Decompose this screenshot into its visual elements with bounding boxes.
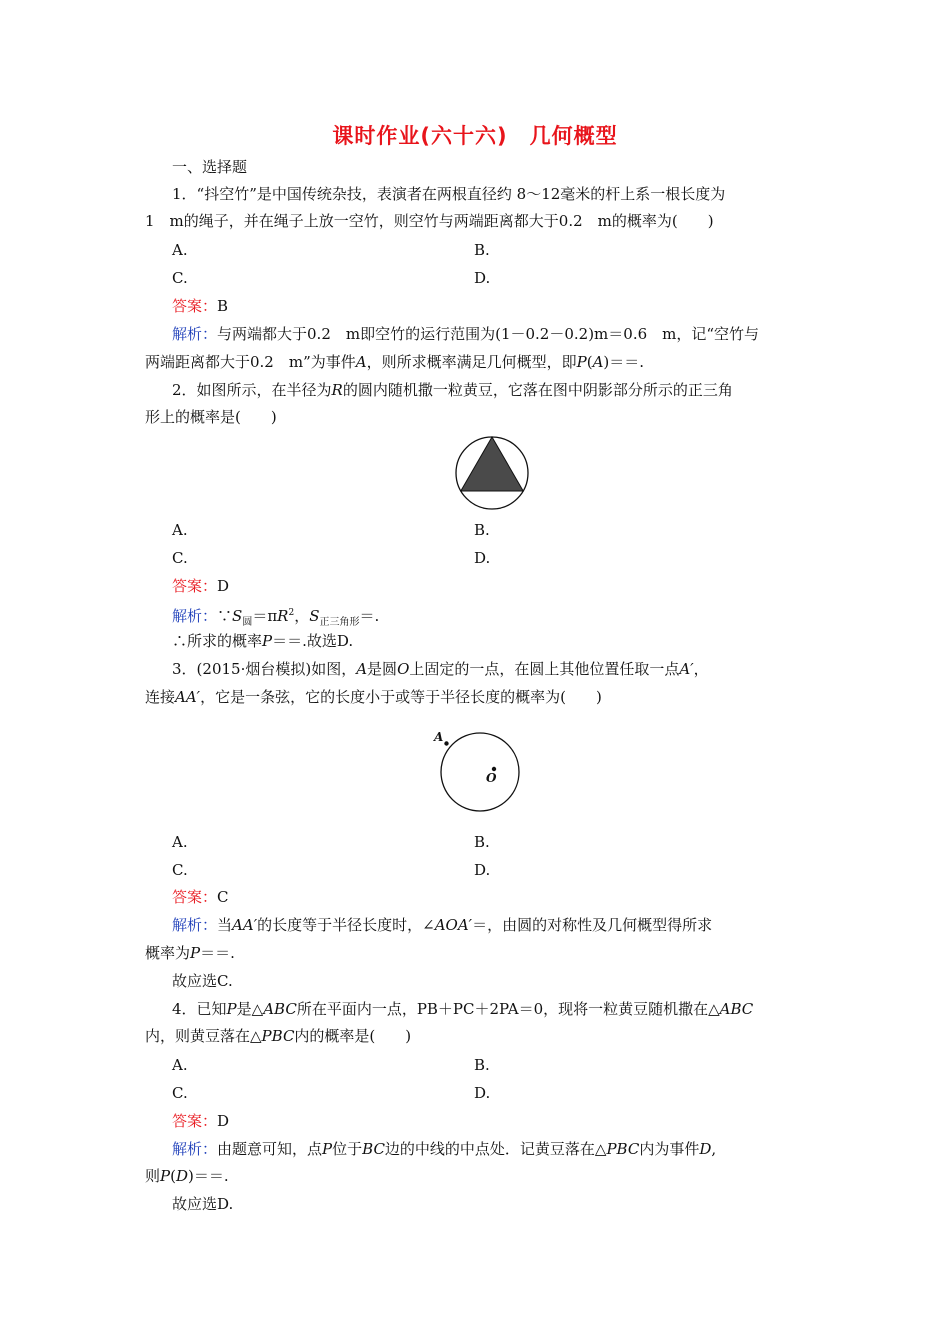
q4-answer (172, 1111, 229, 1131)
q4-option-a: A. (172, 1056, 188, 1074)
q2-line1-a: 2．如图所示，在半径为 (172, 381, 332, 399)
q1-option-a: A. (172, 241, 188, 259)
q1-analysis-line2 (145, 352, 644, 372)
q4-analysis-d: 内为事件 (639, 1140, 700, 1158)
q3-chord-2: AA′ (232, 916, 258, 934)
section-heading: 一、选择题 (172, 158, 248, 176)
q4-pbc: PBC (606, 1140, 640, 1158)
q3-answer (172, 887, 229, 907)
q1-analysis-line1 (172, 324, 759, 344)
q3-analysis-c: ＝，由圆的对称性及几何概型得所求 (472, 916, 713, 934)
q2-eq2: ＝. (359, 607, 380, 625)
q1-answer-value: B (217, 297, 229, 315)
circle-triangle-figure (452, 433, 532, 513)
q3-answer-value: C (217, 888, 229, 906)
q4-analysis-line1 (172, 1139, 716, 1159)
analysis-label: 解析： (172, 916, 218, 934)
q3-conclusion: 故应选C. (172, 972, 233, 990)
label-a: A (434, 730, 444, 744)
q2-sub-circle: 圆 (242, 617, 253, 628)
answer-label: 答案： (172, 1112, 218, 1130)
point-a-dot (444, 741, 448, 745)
q3-angle: AOA′ (434, 916, 473, 934)
q3-line-b-a: 概率为 (145, 944, 191, 962)
q1-analysis2-a: 两端距离都大于0.2 m”为事件 (145, 353, 356, 371)
q2-analysis-line1 (172, 603, 379, 633)
q3-analysis-line1 (172, 915, 712, 935)
q1-analysis2-c: ( (586, 353, 593, 371)
q3-line1-c: 上固定的一点，在圆上其他位置任取一点 (409, 660, 680, 678)
q4-triangle-abc: ABC (263, 1000, 297, 1018)
q2-comma: ， (294, 607, 310, 625)
q1-prob-p: P (576, 353, 587, 371)
q3-line-b-b: ＝＝. (200, 944, 235, 962)
q3-option-a: A. (172, 833, 188, 851)
q1-line2: 1 m的绳子，并在绳子上放一空竹，则空竹与两端距离都大于0.2 m的概率为( ) (145, 212, 714, 230)
q4-bc: BC (362, 1140, 385, 1158)
q2-sub-triangle: 正三角形 (319, 617, 360, 628)
answer-label: 答案： (172, 297, 218, 315)
q4-option-c: C. (172, 1084, 188, 1102)
q4-p: P (322, 1140, 333, 1158)
q2-conclusion-a: ∴所求的概率 (172, 632, 263, 650)
q3-line1-a: 3．(2015·烟台模拟)如图， (172, 660, 357, 678)
analysis-label: 解析： (172, 1140, 218, 1158)
q4-line-b-a: 则 (145, 1167, 161, 1185)
q4-line2-b: 内的概率是( ) (294, 1027, 412, 1045)
analysis-label: 解析： (172, 325, 218, 343)
q2-option-d: D. (474, 549, 491, 567)
page-title: 课时作业(六十六) 几何概型 (332, 124, 618, 148)
q1-event-a: A (355, 353, 367, 371)
q3-option-c: C. (172, 861, 188, 879)
q4-option-b: B. (474, 1056, 490, 1074)
q1-answer (172, 296, 228, 316)
q2-r: R (277, 607, 289, 625)
q3-line1 (172, 659, 709, 679)
q2-conclusion-p: P (262, 632, 273, 650)
q4-event-d: D (699, 1140, 712, 1158)
q1-analysis2-d: )＝＝. (603, 353, 645, 371)
q2-conclusion-b: ＝＝.故选D. (272, 632, 354, 650)
q2-sup2: 2 (288, 608, 295, 618)
q4-line1-b: 是△ (236, 1000, 264, 1018)
q3-point-a: A (356, 660, 368, 678)
q1-line1: 1．“抖空竹”是中国传统杂技，表演者在两根直径约 8～12毫米的杆上系一根长度为 (172, 185, 726, 203)
q4-line2-a: 内，则黄豆落在△ (145, 1027, 262, 1045)
q2-option-c: C. (172, 549, 188, 567)
q3-line1-d: ， (693, 660, 709, 678)
q4-line1-a: 4．已知 (172, 1000, 227, 1018)
q3-line1-b: 是圆 (367, 660, 398, 678)
q4-analysis-c: 边的中线的中点处．记黄豆落在△ (384, 1140, 607, 1158)
q2-line1-b: 的圆内随机撒一粒黄豆，它落在图中阴影部分所示的正三角 (342, 381, 733, 399)
q4-analysis-a: 由题意可知，点 (217, 1140, 323, 1158)
q4-option-d: D. (474, 1084, 491, 1102)
q3-point-o: O (397, 660, 410, 678)
q3-analysis-line2 (145, 943, 235, 963)
q2-because: ∵ (217, 607, 233, 625)
q3-chord: AA′ (175, 688, 201, 706)
q4-line1-c: 所在平面内一点，PB＋PC＋2PA＝0，现将一粒黄豆随机撒在△ (296, 1000, 720, 1018)
q3-analysis-a: 当 (217, 916, 233, 934)
q4-answer-value: D (217, 1112, 230, 1130)
q2-eq1: ＝π (252, 607, 278, 625)
q4-conclusion: 故应选D. (172, 1195, 234, 1213)
q3-line2-a: 连接 (145, 688, 176, 706)
q2-line1 (172, 380, 733, 400)
q4-line2 (145, 1026, 411, 1046)
q4-analysis-b: 位于 (332, 1140, 363, 1158)
q2-answer (172, 576, 229, 596)
q3-option-d: D. (474, 861, 491, 879)
q4-point-p: P (226, 1000, 237, 1018)
q1-analysis-text: 与两端都大于0.2 m即空竹的运行范围为(1－0.2－0.2)m＝0.6 m，记“空竹与 (217, 325, 760, 343)
q2-area-s-2: S (309, 607, 320, 625)
q3-line2-b: ，它是一条弦，它的长度小于或等于半径长度的概率为( ) (200, 688, 602, 706)
q3-line2 (145, 687, 602, 707)
q1-analysis2-b: ，则所求概率满足几何概型，即 (366, 353, 577, 371)
q3-analysis-b: 的长度等于半径长度时，∠ (257, 916, 435, 934)
q1-event-a-2: A (592, 353, 604, 371)
answer-label: 答案： (172, 888, 218, 906)
label-o: O (486, 771, 497, 785)
q2-option-b: B. (474, 521, 490, 539)
q4-line-b-b: ( (170, 1167, 176, 1185)
q4-analysis-line2 (145, 1166, 229, 1186)
q2-answer-value: D (217, 577, 230, 595)
q2-line2: 形上的概率是( ) (145, 408, 277, 426)
q4-event-d-2: D (175, 1167, 188, 1185)
q1-option-c: C. (172, 269, 188, 287)
answer-label: 答案： (172, 577, 218, 595)
q1-option-b: B. (474, 241, 490, 259)
q2-conclusion (172, 631, 353, 651)
q2-area-s: S (232, 607, 243, 625)
q1-option-d: D. (474, 269, 491, 287)
q4-triangle-pbc: PBC (261, 1027, 295, 1045)
q4-line-b-c: )＝＝. (188, 1167, 229, 1185)
q4-p-2: P (160, 1167, 171, 1185)
q2-option-a: A. (172, 521, 188, 539)
analysis-label: 解析： (172, 607, 218, 625)
q3-p: P (190, 944, 201, 962)
q4-analysis-e: , (711, 1140, 717, 1158)
q3-point-a-prime: A′ (679, 660, 694, 678)
q4-triangle-abc-2: ABC (719, 1000, 754, 1018)
q4-line1 (172, 999, 753, 1019)
q3-option-b: B. (474, 833, 490, 851)
circle-o-figure (428, 722, 528, 826)
figure-circle-o (441, 733, 519, 811)
q2-radius-r: R (331, 381, 343, 399)
